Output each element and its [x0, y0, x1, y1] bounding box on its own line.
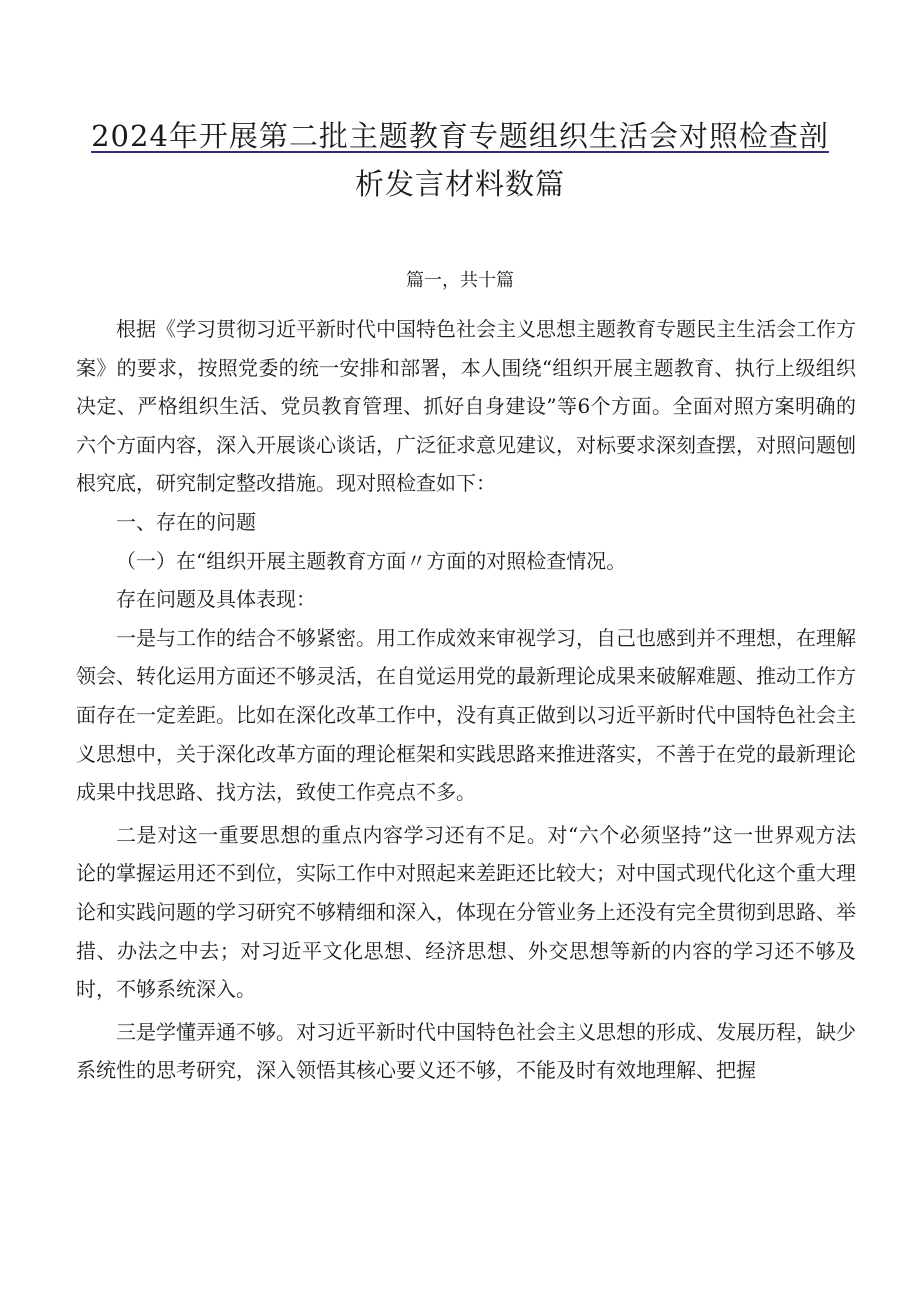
document-title [70, 112, 850, 208]
paragraph-issue-1: 一是与工作的结合不够紧密。用工作成效来审视学习，自己也感到并不理想，在理解领会、转化运用方面还不够灵活，在自觉运用党的最新理论成果来破解难题、推动工作方面存在一定差距。比如在深化改革工作中，没有真正做到以习近平新时代中国特色社会主义思想中，关于深化改革方面的理论框架和实践思路来推进落实，不善于在党的最新理论成果中找思路、找方法，致使工作亮点不多。 [76, 625, 856, 805]
document-body [76, 310, 856, 1090]
paragraph-label-issues: 存在问题及具体表现： [116, 587, 316, 612]
document-title-line-2: 析发言材料数篇 [354, 167, 565, 201]
paragraph-intro: 根据《学习贯彻习近平新时代中国特色社会主义思想主题教育专题民主生活会工作方案》的要求，按照党委的统一安排和部署，本人围绕“组织开展主题教育、执行上级组织决定、严格组织生活、党员教育管理、抓好自身建设”等6个方面。全面对照方案明确的六个方面内容，深入开展谈心谈话，广泛征求意见建议，对标要求深刻查摆，对照问题刨根究底，研究制定整改措施。现对照检查如下： [76, 317, 856, 496]
section-heading-problems: 一、存在的问题 [116, 509, 256, 534]
document-title-line-1: 2024年开展第二批主题教育专题组织生活会对照检查剖 [91, 119, 829, 153]
paragraph-issue-2: 二是对这一重要思想的重点内容学习还有不足。对“六个必须坚持”这一世界观方法论的掌握运用还不到位，实际工作中对照起来差距还比较大；对中国式现代化这个重大理论和实践问题的学习研究不够精细和深入，体现在分管业务上还没有完全贯彻到思路、举措、办法之中去；对习近平文化思想、经济思想、外交思想等新的内容的学习还不够及时，不够系统深入。 [76, 822, 856, 1002]
document-subtitle: 篇一，共十篇 [406, 270, 514, 291]
subsection-heading-1: （一）在“组织开展主题教育方面〃方面的对照检查情况。 [116, 548, 627, 573]
paragraph-issue-3: 三是学懂弄通不够。对习近平新时代中国特色社会主义思想的形成、发展历程，缺少系统性的思考研究，深入领悟其核心要义还不够，不能及时有效地理解、把握 [76, 1019, 856, 1083]
